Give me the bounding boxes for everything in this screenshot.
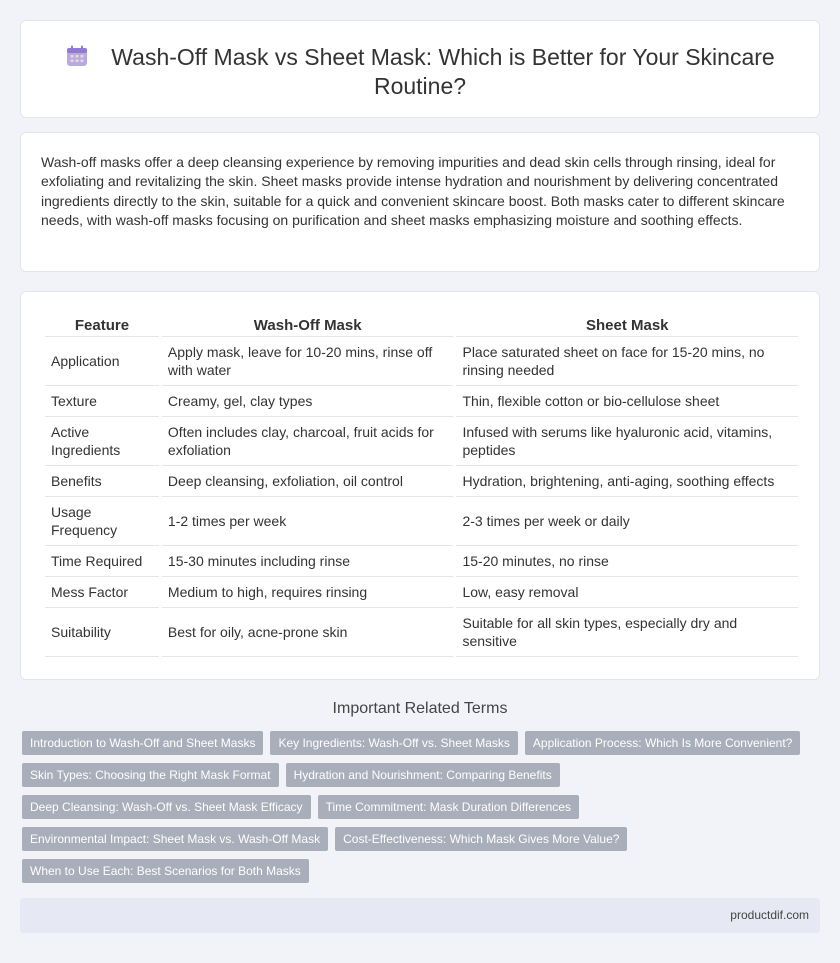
wash-off-cell: Often includes clay, charcoal, fruit acids for exfoliation [162,417,454,466]
related-term-tag[interactable]: Cost-Effectiveness: Which Mask Gives More Value? [335,827,627,851]
wash-off-cell: 1-2 times per week [162,497,454,546]
comparison-table [42,306,801,657]
table-header-row [45,306,798,337]
related-term-tag[interactable]: Application Process: Which Is More Convenient? [525,731,800,755]
related-term-tag[interactable]: Skin Types: Choosing the Right Mask Format [22,763,279,787]
table-row [45,546,798,577]
table-row [45,417,798,466]
table-row [45,577,798,608]
feature-cell: Texture [45,386,159,417]
header-feature: Feature [45,306,159,337]
sheet-cell: 2-3 times per week or daily [456,497,798,546]
wash-off-cell: Apply mask, leave for 10-20 mins, rinse off with water [162,337,454,386]
related-term-tag[interactable]: Introduction to Wash-Off and Sheet Masks [22,731,263,755]
page-title-text: Wash-Off Mask vs Sheet Mask: Which is Better for Your Skincare Routine? [111,44,775,99]
related-terms-title: Important Related Terms [332,700,508,717]
header-wash-off: Wash-Off Mask [162,306,454,337]
related-term-tag[interactable]: Time Commitment: Mask Duration Differences [318,795,579,819]
related-term-tag[interactable]: Environmental Impact: Sheet Mask vs. Wash-Off Mask [22,827,328,851]
intro-text: Wash-off masks offer a deep cleansing experience by removing impurities and dead skin cells through rinsing, ideal for exfoliating and revitalizing the skin. Sheet masks provide intense hydration and nourishment by delivering concentrated ingredients directly to the skin, suitable for a quick and convenient skincare boost. Both masks cater to different skincare needs, with wash-off masks focusing on purification and sheet masks emphasizing moisture and soothing effects. [41,154,785,228]
sheet-cell: Low, easy removal [456,577,798,608]
feature-cell: Suitability [45,608,159,657]
sheet-cell: Hydration, brightening, anti-aging, soothing effects [456,466,798,497]
table-row [45,497,798,546]
feature-cell: Time Required [45,546,159,577]
feature-cell: Usage Frequency [45,497,159,546]
header-card [20,20,820,118]
table-row [45,466,798,497]
related-term-tag[interactable]: Hydration and Nourishment: Comparing Benefits [286,763,560,787]
sheet-cell: Place saturated sheet on face for 15-20 mins, no rinsing needed [456,337,798,386]
table-row [45,337,798,386]
title-wrap [61,43,779,101]
wash-off-cell: 15-30 minutes including rinse [162,546,454,577]
table-row [45,608,798,657]
related-term-tag[interactable]: Deep Cleansing: Wash-Off vs. Sheet Mask Efficacy [22,795,311,819]
related-terms-list [22,731,822,883]
feature-cell: Application [45,337,159,386]
related-term-tag[interactable]: Key Ingredients: Wash-Off vs. Sheet Masks [270,731,517,755]
sheet-cell: Suitable for all skin types, especially dry and sensitive [456,608,798,657]
sheet-cell: Thin, flexible cotton or bio-cellulose sheet [456,386,798,417]
sheet-cell: 15-20 minutes, no rinse [456,546,798,577]
feature-cell: Mess Factor [45,577,159,608]
feature-cell: Active Ingredients [45,417,159,466]
page-title [61,43,779,101]
footer-site-link[interactable]: productdif.com [730,908,809,922]
wash-off-cell: Best for oily, acne-prone skin [162,608,454,657]
intro-card [20,132,820,272]
table-row [45,386,798,417]
calendar-icon [65,44,89,68]
wash-off-cell: Medium to high, requires rinsing [162,577,454,608]
related-term-tag[interactable]: When to Use Each: Best Scenarios for Both Masks [22,859,309,883]
feature-cell: Benefits [45,466,159,497]
header-sheet: Sheet Mask [456,306,798,337]
wash-off-cell: Creamy, gel, clay types [162,386,454,417]
comparison-table-card [20,291,820,680]
footer [20,898,820,933]
wash-off-cell: Deep cleansing, exfoliation, oil control [162,466,454,497]
sheet-cell: Infused with serums like hyaluronic acid, vitamins, peptides [456,417,798,466]
